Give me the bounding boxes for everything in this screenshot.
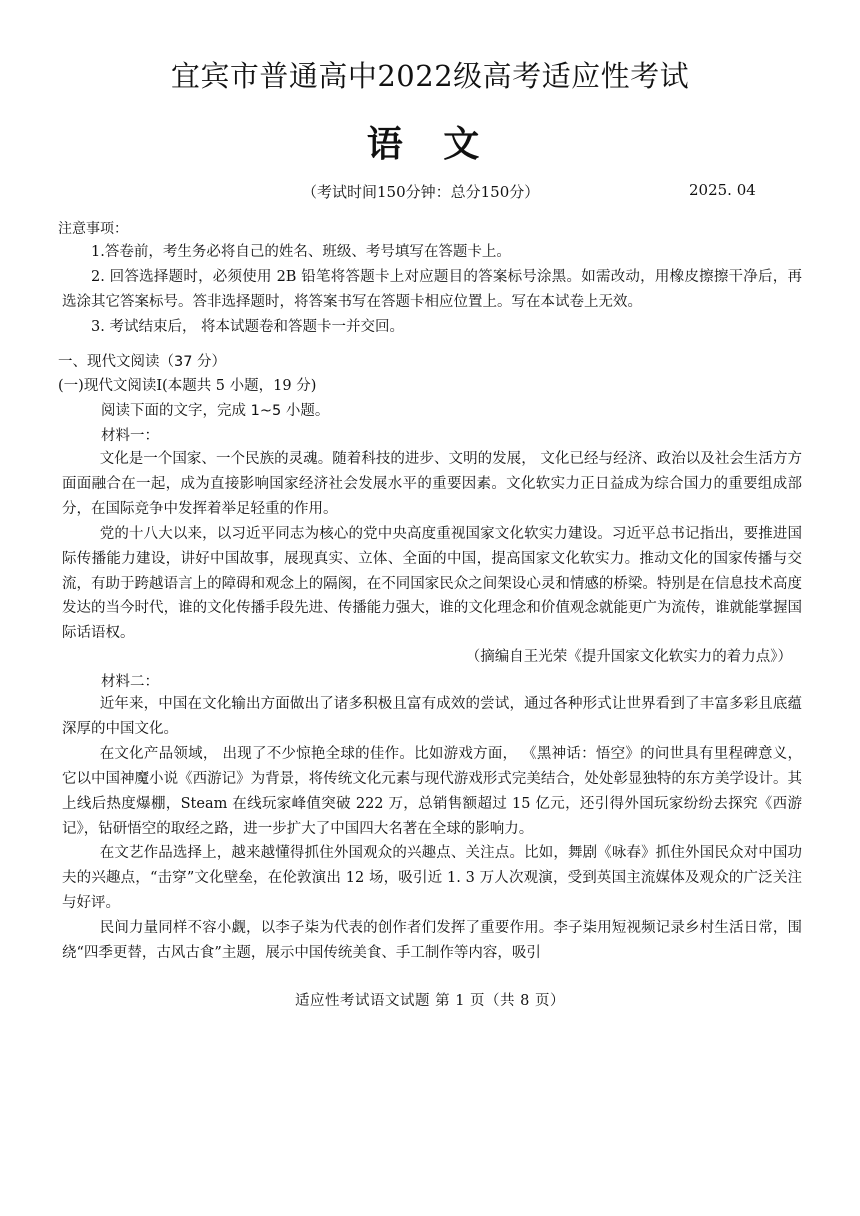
material-paragraph: 民间力量同样不容小觑，以李子柒为代表的创作者们发挥了重要作用。李子柒用短视频记录乡村生活日常，围绕“四季更替，古风古食”主题，展示中国传统美食、手工制作等内容，吸引	[62, 920, 802, 962]
exam-date: 2025. 04	[689, 181, 756, 199]
exam-info: （考试时间150分钟：总分150分）	[302, 183, 540, 201]
material-one-body	[62, 447, 802, 646]
material-paragraph: 党的十八大以来，以习近平同志为核心的党中央高度重视国家文化软实力建设。习近平总书记指出，要推进国际传播能力建设，讲好中国故事，展现真实、立体、全面的中国，提高国家文化软实力。推动文化的国家传播与交流，有助于跨越语言上的障碍和观念上的隔阂，在不同国家民众之间架设心灵和情感的桥梁。特别是在信息技术高度发达的当今时代，谁的文化传播手段先进、传播能力强大，谁的文化理念和价值观念就能更广为流传，谁就能掌握国际话语权。	[62, 525, 802, 642]
exam-title: 宜宾市普通高中2022级高考适应性考试	[170, 59, 690, 93]
notice-item: 1.答卷前，考生务必将自己的姓名、班级、考号填写在答题卡上。	[91, 244, 511, 260]
material-two-label: 材料二：	[101, 674, 159, 690]
page-footer: 适应性考试语文试题 第 1 页（共 8 页）	[295, 993, 565, 1009]
reading-instruction: 阅读下面的文字，完成 1~5 小题。	[101, 403, 330, 419]
subject-title: 语 文	[366, 124, 494, 165]
notice-item: 2. 回答选择题时，必须使用 2B 铅笔将答题卡上对应题目的答案标号涂黑。如需改动，用橡皮擦擦干净后，再选涂其它答案标号。答非选择题时，将答案书写在答题卡相应位置上。写在本试卷上无效。	[62, 268, 802, 310]
material-paragraph: 文化是一个国家、一个民族的灵魂。随着科技的进步、文明的发展， 文化已经与经济、政治以及社会生活方方面面融合在一起，成为直接影响国家经济社会发展水平的重要因素。文化软实力正日益成为综合国力的重要组成部分，在国际竞争中发挥着举足轻重的作用。	[62, 451, 802, 517]
material-one-label: 材料一：	[101, 428, 159, 444]
material-two-body	[62, 692, 802, 966]
notice-heading: 注意事项：	[58, 221, 128, 237]
subsection-title: (一)现代文阅读Ⅰ(本题共 5 小题，19 分)	[58, 378, 317, 394]
notice-item: 3. 考试结束后， 将本试题卷和答题卡一并交回。	[91, 318, 405, 335]
material-paragraph: 在文化产品领域， 出现了不少惊艳全球的佳作。比如游戏方面， 《黑神话：悟空》的问世具有里程碑意义，它以中国神魔小说《西游记》为背景，将传统文化元素与现代游戏形式完美结合，处处彰显独特的东方美学设计。其上线后热度爆棚，Steam 在线玩家峰值突破 222 万，总销售额超过 15 亿元，还引得外国玩家纷纷去探究《西游记》，钻研悟空的取经之路，进一步扩大了中国四大名著在全球的影响力。	[62, 745, 802, 837]
material-paragraph: 近年来，中国在文化输出方面做出了诸多积极且富有成效的尝试，通过各种形式让世界看到了丰富多彩且底蕴深厚的中国文化。	[62, 696, 802, 737]
section-title: 一、现代文阅读（37 分）	[58, 354, 227, 370]
notice-list	[62, 240, 802, 340]
material-one-source: （摘编自王光荣《提升国家文化软实力的着力点》）	[465, 649, 792, 665]
material-paragraph: 在文艺作品选择上，越来越懂得抓住外国观众的兴趣点、关注点。比如，舞剧《咏春》抓住外国民众对中国功夫的兴趣点，“击穿”文化壁垒，在伦敦演出 12 场，吸引近 1. 3 万人次观演，受到英国主流媒体及观众的广泛关注与好评。	[62, 845, 802, 912]
